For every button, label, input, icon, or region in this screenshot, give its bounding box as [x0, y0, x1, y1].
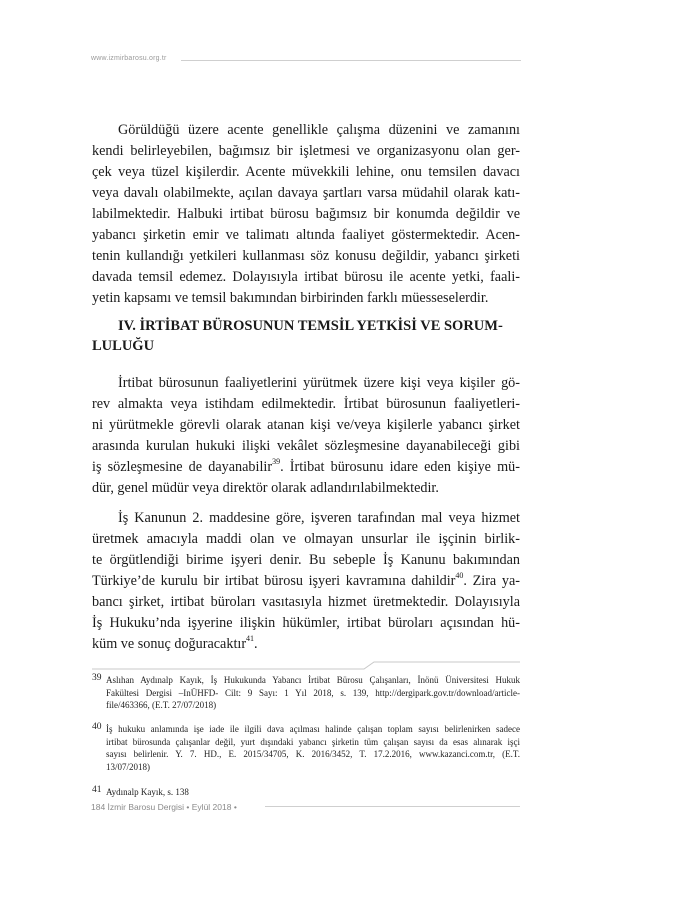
text-line: tenin kullandığı yetkileri kullanması söz konusu değildir, yabancı şirketi: [92, 248, 520, 264]
footnote-41: [92, 786, 520, 799]
text-line: çek veya tüzel kişilerdir. Acente müvekkili lehine, onu temsilen davacı: [92, 164, 520, 180]
paragraph-1: [92, 120, 520, 309]
footer-text: 184 İzmir Barosu Dergisi • Eylül 2018 •: [91, 802, 237, 812]
text-line: yabancı şirketin emir ve talimatı altında faaliyet göstermektedir. Acen-: [92, 227, 520, 243]
header-divider: [181, 60, 521, 61]
footer-divider: [265, 806, 520, 807]
section-heading: [92, 316, 520, 356]
footnote-39: [92, 674, 520, 712]
footnote-line: Fakültesi Dergisi –InÜHFD- Cilt: 9 Sayı: 1 Yıl 2018, s. 139, http://dergipark.gov.tr/download/article-: [106, 687, 520, 698]
paragraph-2: [92, 373, 520, 499]
text-line: [92, 634, 520, 655]
footnote-line: Aslıhan Aydınalp Kayık, İş Hukukunda Yabancı İrtibat Bürosu Çalışanları, İnönü Üniversitesi Hukuk: [106, 675, 520, 685]
text-line: üretmek amacıyla maddi olan ve olmayan unsurlar ile işçinin birlik-: [92, 531, 520, 547]
text-line: ni yürütmekle görevli olarak atanan kişi ve/veya kişilerle yabancı şirket: [92, 417, 520, 433]
text-segment: . İrtibat bürosunu idare eden kişiye mü-: [280, 459, 521, 475]
footnote-ref-40[interactable]: 40: [455, 571, 464, 581]
text-line: İrtibat bürosunun faaliyetlerini yürütmek üzere kişi veya kişiler gö-: [118, 375, 520, 391]
footnote-ref-41[interactable]: 41: [246, 634, 255, 644]
text-line: kendi belirleyebilen, bağımsız bir işletmesi ve organizasyonu olan ger-: [92, 143, 520, 159]
footnote-number: 40: [92, 722, 102, 732]
footnote-line: İş hukuku anlamında işe iade ile ilgili dava açılması halinde çalışan toplam sayısı belirlenirken sadece: [106, 724, 520, 734]
footnote-line: file/463366, (E.T. 27/07/2018): [106, 700, 217, 710]
text-line: yetin kapsamı ve temsil bakımından birbirinden farklı müesseselerdir.: [92, 290, 489, 306]
text-line: te örgütlendiği birime işyeri denir. Bu sebeple İş Kanunu bakımından: [92, 552, 520, 568]
text-line: veya davalı olabilmekte, açılan davaya şartları varsa müdahil olarak katı-: [92, 185, 520, 201]
text-line: arasında kurulan hukuki ilişki vekâlet sözleşmesine dayanabileceği gibi: [92, 438, 520, 454]
text-segment: . Zira ya-: [463, 573, 520, 589]
footnote-ref-39[interactable]: 39: [272, 457, 281, 467]
footnote-40: [92, 723, 520, 773]
text-line: bancı şirket, irtibat büroları vasıtasıyla hizmet üretmektedir. Dolayısıyla: [92, 594, 520, 610]
text-line: dür, genel müdür veya direktör olarak adlandırılabilmektedir.: [92, 480, 439, 496]
text-line: [92, 457, 520, 478]
footnote-line: irtibat bürosunda çalışanlar değil, yurt dışındaki yabancı şirketin tüm çalışan sayısı da esas alınarak işçi: [106, 736, 520, 747]
footnote-line: Aydınalp Kayık, s. 138: [106, 787, 189, 797]
text-segment: Türkiye’de kurulu bir irtibat bürosu işyeri kavramına dahildir: [92, 573, 456, 589]
text-segment: küm ve sonuç doğuracaktır: [92, 636, 247, 652]
heading-line: IV. İRTİBAT BÜROSUNUN TEMSİL YETKİSİ VE SORUM-: [118, 318, 503, 334]
text-line: [92, 571, 520, 592]
text-line: İş Kanunun 2. maddesine göre, işveren tarafından mal veya hizmet: [118, 510, 520, 526]
header-url[interactable]: www.izmirbarosu.org.tr: [91, 55, 167, 62]
footnote-number: 39: [92, 673, 102, 683]
paragraph-3: [92, 508, 520, 655]
text-line: davada temsil edemez. Dolayısıyla irtibat bürosu ile acente yetki, faali-: [92, 269, 520, 285]
heading-line: LULUĞU: [92, 338, 155, 354]
footnote-line: sayısı belirlenir. Y. 7. HD., E. 2015/34705, K. 2016/3452, T. 17.2.2016, www.kazanci.com.tr, (E.T.: [106, 749, 520, 759]
footnote-separator: [92, 660, 520, 670]
text-segment: .: [254, 636, 258, 652]
footnote-number: 41: [92, 785, 102, 795]
text-line: İş Hukuku’nda işyerine ilişkin hükümler, irtibat büroları açısından hü-: [92, 615, 520, 631]
text-line: labilmektedir. Halbuki irtibat bürosu bağımsız bir konumda değildir ve: [92, 206, 520, 222]
text-segment: iş sözleşmesine de dayanabilir: [92, 459, 273, 475]
text-line: Görüldüğü üzere acente genellikle çalışma düzenini ve zamanını: [118, 122, 520, 138]
footnote-line: 13/07/2018): [106, 761, 150, 772]
text-line: rev almakta veya istihdam edilmektedir. İrtibat bürosunun faaliyetleri-: [92, 396, 520, 412]
